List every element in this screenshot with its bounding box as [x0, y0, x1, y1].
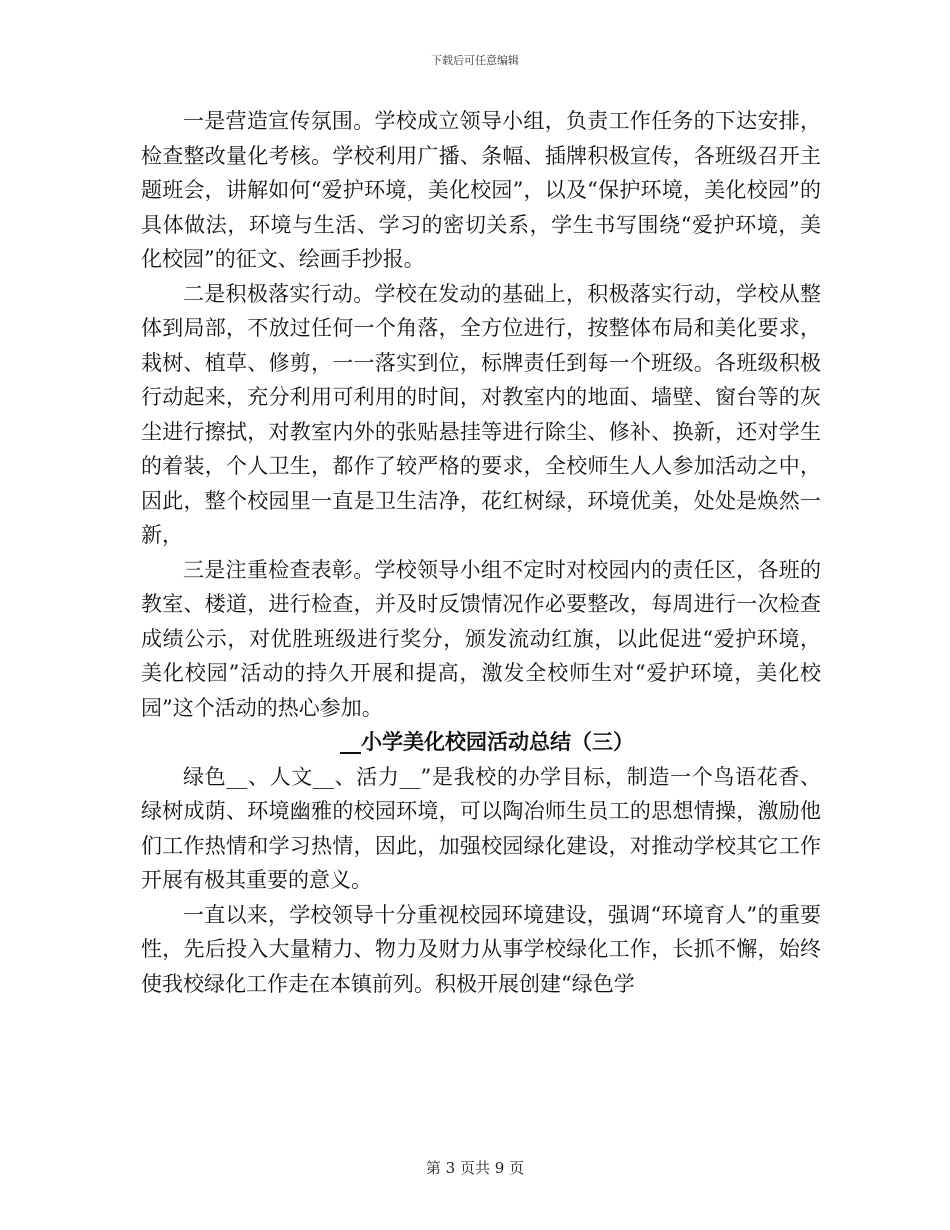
section-title: __小学美化校园活动总结（三） — [340, 729, 634, 754]
paragraph-propaganda: 一是营造宣传氛围。学校成立领导小组，负责工作任务的下达安排，检查整改量化考核。学校利用广播、条幅、插牌积极宣传，各班级召开主题班会，讲解如何“爱护环境，美化校园”，以及“保护环境，美化校园”的具体做法，环境与生活、学习的密切关系，学生书写围绕“爱护环境，美化校园”的征文、绘画手抄报。 — [141, 109, 821, 271]
paragraph-action: 二是积极落实行动。学校在发动的基础上，积极落实行动，学校从整体到局部，不放过任何一个角落，全方位进行，按整体布局和美化要求，栽树、植草、修剪，一一落实到位，标牌责任到每一个班级。各班级积极行动起来，充分利用可利用的时间，对教室内的地面、墙壁、窗台等的灰尘进行擦拭，对教室内外的张贴悬挂等进行除尘、修补、换新，还对学生的着装，个人卫生，都作了较严格的要求，全校师生人人参加活动之中，因此，整个校园里一直是卫生洁净，花红树绿，环境优美，处处是焕然一新， — [141, 281, 821, 547]
document-body — [141, 104, 821, 1001]
paragraph-goal: 绿色__、人文__、活力__”是我校的办学目标，制造一个鸟语花香、绿树成荫、环境幽雅的校园环境，可以陶冶师生员工的思想情操，激励他们工作热情和学习热情，因此，加强校园绿化建设，对推动学校其它工作开展有极其重要的意义。 — [141, 764, 821, 892]
paragraph-history: 一直以来，学校领导十分重视校园环境建设，强调“环境育人”的重要性，先后投入大量精力、物力及财力从事学校绿化工作，长抓不懈，始终使我校绿化工作走在本镇前列。积极开展创建“绿色学 — [141, 902, 821, 996]
page-header: 下载后可任意编辑 — [431, 54, 519, 67]
page-footer: 第 3 页共 9 页 — [425, 1159, 525, 1177]
paragraph-inspection: 三是注重检查表彰。学校领导小组不定时对校园内的责任区，各班的教室、楼道，进行检查，并及时反馈情况作必要整改，每周进行一次检查成绩公示，对优胜班级进行奖分，颁发流动红旗，以此促进“爱护环境，美化校园”活动的持久开展和提高，激发全校师生对“爱护环境，美化校园”这个活动的热心参加。 — [141, 557, 821, 720]
